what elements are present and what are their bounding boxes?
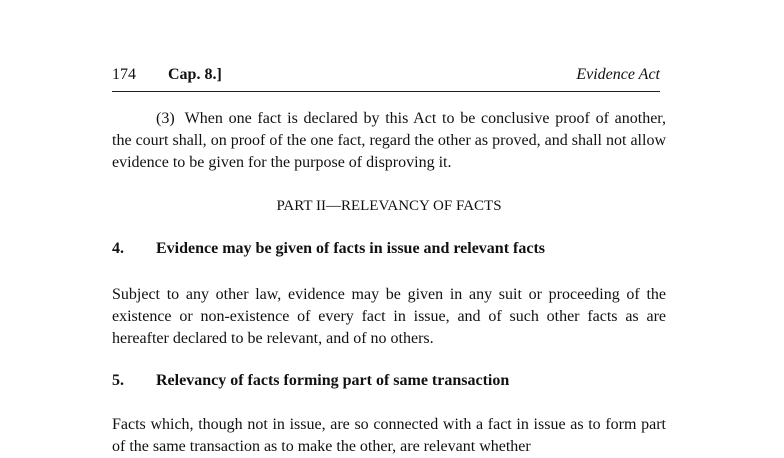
subsection-3-paragraph [112,108,666,174]
section-4-title: Evidence may be given of facts in issue and relevant facts [156,240,546,257]
chapter-label: Cap. 8.] [168,66,222,83]
section-5-title: Relevancy of facts forming part of same transaction [156,372,510,389]
section-5-paragraph: Facts which, though not in issue, are so connected with a fact in issue as to form part of the same transaction as to make the other, are relevant whether [112,416,666,455]
header-rule [112,91,660,92]
section-5-heading [112,370,666,392]
section-4-heading [112,238,666,260]
page-header [112,66,660,88]
section-5-number: 5. [112,372,124,389]
part-heading: PART II—RELEVANCY OF FACTS [276,198,502,214]
subsection-3-text: When one fact is declared by this Act to be conclusive proof of another, the court shall, on proof of the one fact, regard the other as proved, and shall not allow evidence to be given for the purpose of disproving it. [112,110,666,171]
act-title: Evidence Act [576,66,660,83]
document-page [112,0,666,455]
section-4-number: 4. [112,240,124,257]
subsection-3-number: (3) [156,110,175,127]
page-number: 174 [112,66,136,83]
section-4-paragraph: Subject to any other law, evidence may be given in any suit or proceeding of the existence or non-existence of every fact in issue, and of such other facts as are hereafter declared to be relevant, and of no others. [112,286,666,347]
